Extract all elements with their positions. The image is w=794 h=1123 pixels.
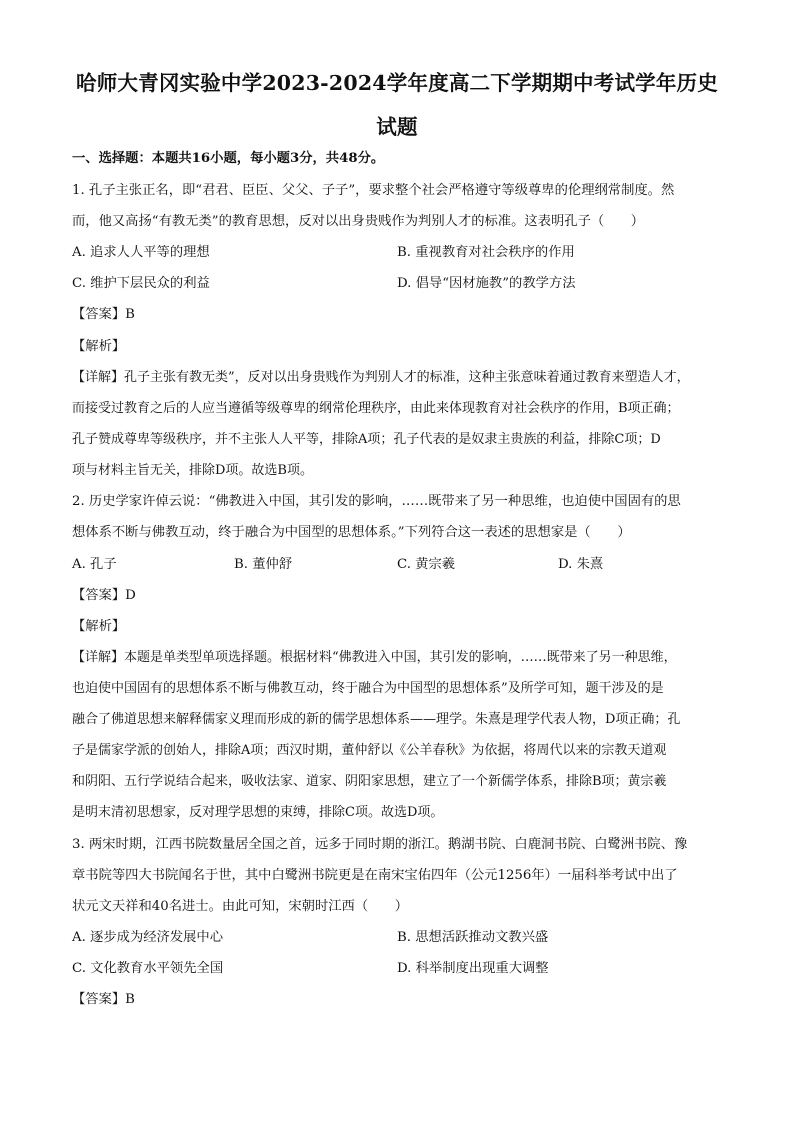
q2-stem-line-2: 想体系不断与佛教互动，终于融合为中国型的思想体系。”下列符合这一表述的思想家是（ ） [72, 525, 631, 540]
q1-stem-line-2: 而，他又高扬“有教无类”的教育思想，反对以出身贵贱作为判别人才的标准。这表明孔子（ ） [72, 214, 645, 229]
q2-detail-line-3: 融合了佛道思想来解释儒家义理而形成的新的儒学思想体系——理学。朱熹是理学代表人物，D项正确；孔 [72, 712, 681, 727]
q2-detail-line-1: 【详解】本题是单类型单项选择题。根据材料“佛教进入中国，其引发的影响，……既带来了另一种思维， [72, 650, 677, 665]
q2-stem-line-1: 2. 历史学家许倬云说：“佛教进入中国，其引发的影响，……既带来了另一种思维，也迫使中国固有的思 [72, 494, 681, 509]
q1-option-a: A. 追求人人平等的理想 [72, 245, 210, 260]
q1-answer: 【答案】B [72, 307, 135, 322]
q2-option-d: D. 朱熹 [558, 557, 604, 572]
q3-option-d: D. 科举制度出现重大调整 [397, 961, 549, 976]
q1-option-d: D. 倡导“因材施教”的教学方法 [397, 276, 576, 291]
q1-stem-line-1: 1. 孔子主张正名，即“君君、臣臣、父父、子子”，要求整个社会严格遵守等级尊卑的伦理纲常制度。然 [72, 183, 675, 198]
q2-detail-line-2: 也迫使中国固有的思想体系不断与佛教互动，终于融合为中国型的思想体系”及所学可知，题干涉及的是 [72, 681, 664, 696]
q1-option-b: B. 重视教育对社会秩序的作用 [397, 245, 575, 260]
document-title-line-1: 哈师大青冈实验中学2023-2024学年度高二下学期期中考试学年历史 [76, 71, 718, 95]
q2-detail-line-5: 和阴阳、五行学说结合起来，吸收法家、道家、阴阳家思想，建立了一个新儒学体系，排除B项；黄宗羲 [72, 774, 667, 789]
q1-detail-line-3: 孔子赞成尊卑等级秩序，并不主张人人平等，排除A项；孔子代表的是奴隶主贵族的利益，排除C项；D [72, 432, 661, 447]
q1-detail-line-2: 而接受过教育之后的人应当遵循等级尊卑的纲常伦理秩序，由此来体现教育对社会秩序的作用，B项正确； [72, 401, 680, 416]
q2-option-a: A. 孔子 [72, 557, 117, 572]
q1-option-c: C. 维护下层民众的利益 [72, 276, 210, 291]
q1-detail-line-4: 项与材料主旨无关，排除D项。故选B项。 [72, 463, 313, 478]
q3-stem-line-2: 章书院等四大书院闻名于世，其中白鹭洲书院更是在南宋宝佑四年（公元1256年）一届科举考试中出了 [72, 868, 678, 883]
q2-option-b: B. 董仲舒 [234, 557, 293, 572]
q3-option-a: A. 逐步成为经济发展中心 [72, 930, 224, 945]
q2-analysis-label: 【解析】 [72, 619, 126, 634]
q3-stem-line-3: 状元文天祥和40名进士。由此可知，宋朝时江西（ ） [72, 899, 409, 914]
q3-option-b: B. 思想活跃推动文教兴盛 [397, 930, 549, 945]
q1-detail-line-1: 【详解】孔子主张有教无类”，反对以出身贵贱作为判别人才的标准，这种主张意味着通过教育来塑造人才， [72, 370, 690, 385]
q3-option-c: C. 文化教育水平领先全国 [72, 961, 224, 976]
q3-stem-line-1: 3. 两宋时期，江西书院数量居全国之首，远多于同时期的浙江。鹅湖书院、白鹿洞书院、白鹭洲书院、豫 [72, 837, 688, 852]
q2-answer: 【答案】D [72, 588, 136, 603]
q2-option-c: C. 黄宗羲 [397, 557, 456, 572]
section-heading: 一、选择题：本题共16小题，每小题3分，共48分。 [72, 151, 385, 166]
q2-detail-line-4: 子是儒家学派的创始人，排除A项；西汉时期，董仲舒以《公羊春秋》为依据，将周代以来的宗教天道观 [72, 743, 667, 758]
q1-analysis-label: 【解析】 [72, 339, 126, 354]
document-title-line-2: 试题 [376, 115, 418, 139]
q3-answer: 【答案】B [72, 992, 135, 1007]
q2-detail-line-6: 是明末清初思想家，反对理学思想的束缚，排除C项。故选D项。 [72, 805, 444, 820]
